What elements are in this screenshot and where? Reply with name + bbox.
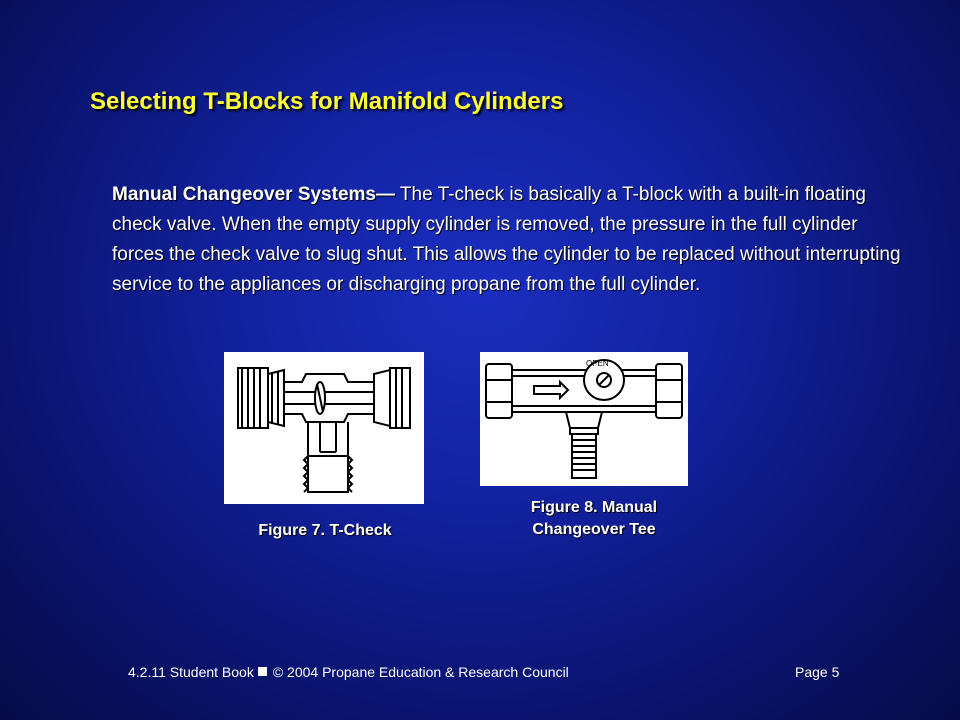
body-text: The T-check is basically a T-block with a built-in floating check valve. When the empty supply cylinder is removed, the pressure in the full cylinder forces the check valve to slug shut. This allows the cylinder to be replaced without interrupting service to the appliances or discharging propane from the full cylinder.	[112, 184, 901, 295]
footer-left	[128, 664, 569, 680]
changeover-tee-drawing-icon	[480, 352, 688, 486]
page-number: Page 5	[795, 664, 840, 680]
body-paragraph	[112, 180, 902, 300]
figure-7-image	[224, 352, 424, 504]
slide-title: Selecting T-Blocks for Manifold Cylinders	[90, 88, 564, 115]
body-lead: Manual Changeover Systems—	[112, 184, 395, 205]
figure-8-image	[480, 352, 688, 486]
footer-copyright: © 2004 Propane Education & Research Council	[272, 664, 569, 680]
figure-8-caption-line2: Changeover Tee	[532, 521, 656, 538]
figure-8-caption-line1: Figure 8. Manual	[530, 499, 658, 516]
square-bullet-icon	[258, 667, 267, 676]
figure-8-caption	[478, 497, 710, 541]
figure-7-caption: Figure 7. T-Check	[258, 522, 392, 539]
dial-label: OPEN	[586, 359, 609, 368]
t-check-drawing-icon	[224, 352, 424, 504]
footer-book: 4.2.11 Student Book	[128, 664, 254, 680]
